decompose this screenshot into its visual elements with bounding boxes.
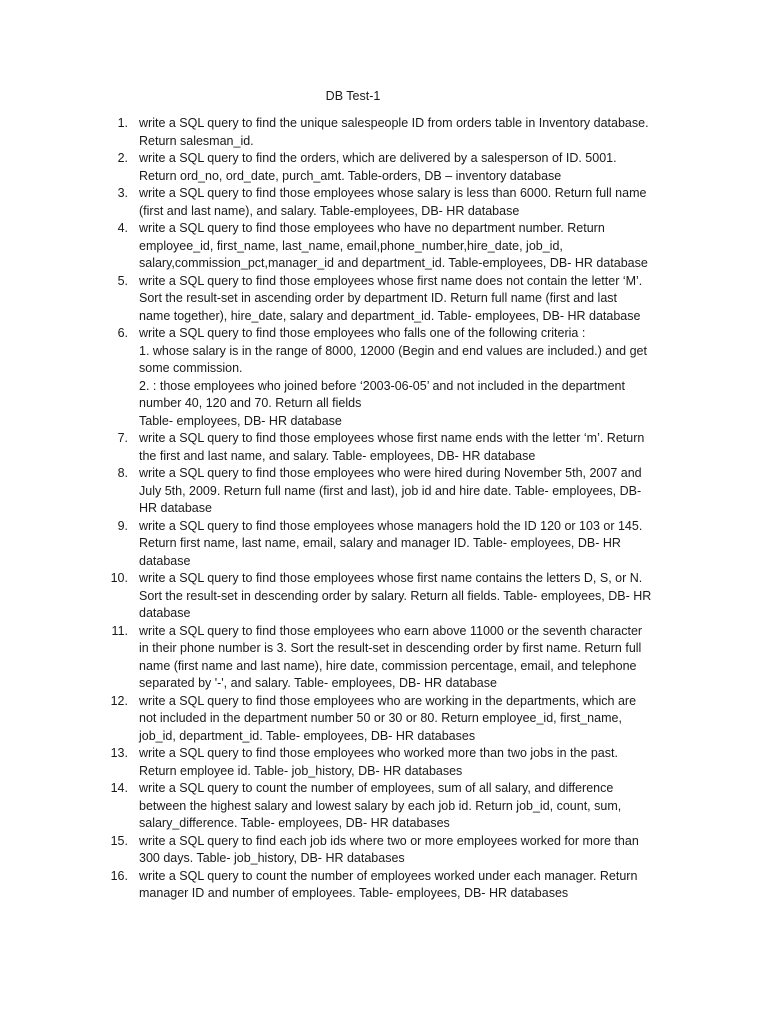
question-number: 2.: [117, 151, 128, 165]
question-text-line: in their phone number is 3. Sort the result-set in descending order by first name. Return full: [139, 641, 642, 655]
question-number: 5.: [117, 273, 128, 288]
question-number: 3.: [117, 186, 128, 200]
question-number: 7.: [117, 431, 128, 445]
question-text-line: Return employee id. Table- job_history, DB- HR databases: [139, 763, 463, 778]
question-item: [0, 518, 768, 571]
question-number: 1.: [117, 116, 128, 130]
question-number: 13.: [110, 746, 128, 760]
question-item: [0, 325, 768, 430]
question-item: [0, 465, 768, 518]
question-text-line: not included in the department number 50 or 30 or 80. Return employee_id, first_name,: [139, 711, 622, 725]
question-item: [0, 868, 768, 903]
question-text-line: separated by '-', and salary. Table- employees, DB- HR database: [139, 676, 497, 690]
question-text-line: employee_id, first_name, last_name, email,phone_number,hire_date, job_id,: [139, 238, 563, 253]
question-text-line: some commission.: [139, 361, 243, 375]
question-item: [0, 220, 768, 273]
question-text-line: write a SQL query to find those employees who worked more than two jobs in the past.: [139, 746, 618, 760]
question-text-line: salary,commission_pct,manager_id and department_id. Table-employees, DB- HR database: [139, 256, 648, 270]
question-text-line: write a SQL query to find the orders, which are delivered by a salesperson of ID. 5001.: [139, 151, 617, 165]
question-text-line: job_id, department_id. Table- employees, DB- HR databases: [139, 728, 476, 743]
question-text-line: write a SQL query to find those employees whose managers hold the ID 120 or 103 or 145.: [139, 518, 643, 533]
question-number: 11.: [111, 623, 128, 638]
question-text-line: write a SQL query to find those employees who falls one of the following criteria :: [139, 326, 586, 340]
question-text-line: write a SQL query to find those employees who have no department number. Return: [139, 221, 605, 235]
question-text-line: salary_difference. Table- employees, DB- HR databases: [139, 816, 450, 830]
question-text-line: write a SQL query to find those employees whose first name does not contain the letter ‘M’.: [139, 273, 643, 288]
question-text-line: database: [139, 606, 191, 620]
question-text-line: write a SQL query to find those employees whose first name ends with the letter ‘m’. Return: [139, 431, 645, 445]
question-text-line: Return salesman_id.: [139, 133, 254, 148]
question-text-line: name together), hire_date, salary and department_id. Table- employees, DB- HR database: [139, 308, 641, 323]
question-number: 8.: [117, 466, 128, 480]
question-item: [0, 623, 768, 693]
question-text-line: Table- employees, DB- HR database: [139, 413, 342, 428]
question-item: [0, 115, 768, 150]
question-text-line: Sort the result-set in ascending order by department ID. Return full name (first and last: [139, 291, 618, 305]
question-text-line: Return first name, last name, email, salary and manager ID. Table- employees, DB- HR: [139, 536, 621, 550]
question-text-line: write a SQL query to count the number of employees worked under each manager. Return: [139, 868, 638, 883]
question-item: [0, 833, 768, 868]
question-text-line: number 40, 120 and 70. Return all fields: [139, 396, 362, 410]
question-text-line: write a SQL query to find each job ids where two or more employees worked for more than: [139, 833, 639, 848]
document-title: DB Test-1: [325, 89, 381, 103]
question-text-line: between the highest salary and lowest salary by each job id. Return job_id, count, sum,: [139, 798, 622, 813]
question-item: [0, 273, 768, 326]
question-text-line: write a SQL query to find those employees whose first name contains the letters D, S, or N.: [139, 571, 643, 585]
question-number: 9.: [117, 518, 128, 533]
question-text-line: Sort the result-set in descending order by salary. Return all fields. Table- employees, DB- HR: [139, 588, 652, 603]
question-item: [0, 150, 768, 185]
question-text-line: write a SQL query to count the number of employees, sum of all salary, and difference: [139, 781, 614, 795]
question-text-line: 1. whose salary is in the range of 8000, 12000 (Begin and end values are included.) and get: [139, 343, 647, 358]
question-text-line: write a SQL query to find those employees who were hired during November 5th, 2007 and: [139, 466, 642, 480]
question-text-line: 300 days. Table- job_history, DB- HR databases: [139, 851, 405, 865]
question-number: 6.: [117, 326, 128, 340]
question-item: [0, 780, 768, 833]
question-text-line: write a SQL query to find those employees who are working in the departments, which are: [139, 693, 637, 708]
question-item: [0, 570, 768, 623]
question-number: 14.: [110, 781, 128, 795]
question-number: 10.: [110, 571, 128, 585]
question-text-line: (first and last name), and salary. Table-employees, DB- HR database: [139, 203, 520, 218]
question-text-line: database: [139, 553, 191, 568]
question-number: 16.: [110, 868, 128, 883]
question-text-line: write a SQL query to find the unique salespeople ID from orders table in Inventory database.: [139, 116, 649, 130]
question-item: [0, 745, 768, 780]
question-text-line: Return ord_no, ord_date, purch_amt. Table-orders, DB – inventory database: [139, 168, 562, 183]
question-number: 12.: [110, 693, 128, 708]
question-item: [0, 430, 768, 465]
question-list: [0, 115, 768, 903]
question-number: 4.: [117, 221, 128, 235]
question-text-line: write a SQL query to find those employees whose salary is less than 6000. Return full name: [139, 186, 647, 200]
question-text-line: the first and last name, and salary. Table- employees, DB- HR database: [139, 448, 536, 463]
question-item: [0, 693, 768, 746]
question-text-line: name (first name and last name), hire date, commission percentage, email, and telephone: [139, 658, 637, 673]
question-text-line: HR database: [139, 501, 212, 515]
question-number: 15.: [110, 833, 128, 848]
question-text-line: write a SQL query to find those employees who earn above 11000 or the seventh character: [139, 623, 643, 638]
question-text-line: manager ID and number of employees. Table- employees, DB- HR databases: [139, 886, 569, 900]
question-text-line: July 5th, 2009. Return full name (first and last), job id and hire date. Table- employees, DB-: [139, 483, 642, 498]
question-item: [0, 185, 768, 220]
question-text-line: 2. : those employees who joined before ‘2003-06-05’ and not included in the department: [139, 378, 625, 393]
